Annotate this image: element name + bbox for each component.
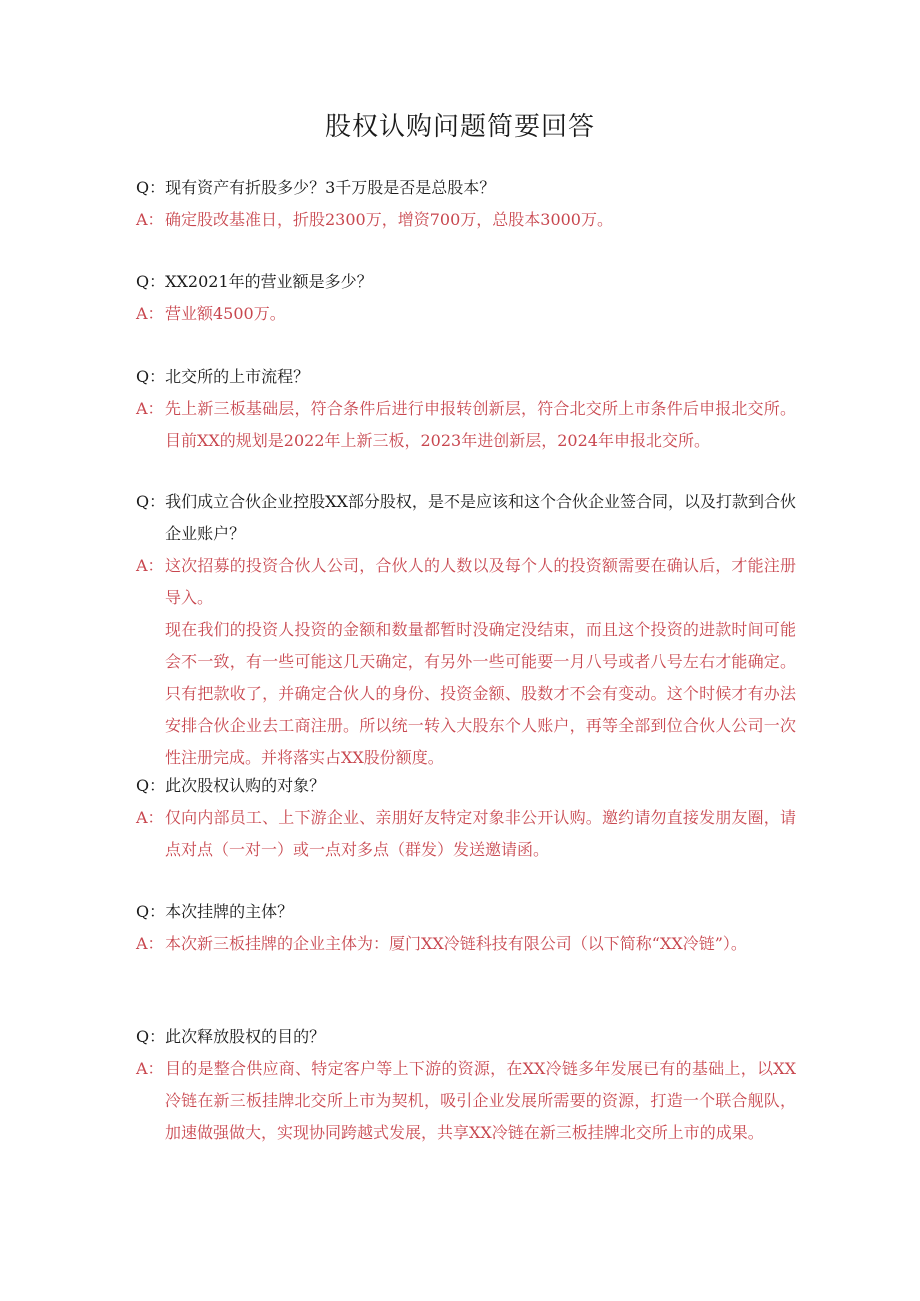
answer-paragraph: 这次招募的投资合伙人公司，合伙人的人数以及每个人的投资额需要在确认后，才能注册导入。	[165, 556, 796, 607]
question-label: Q：	[136, 776, 166, 795]
question-label: Q：	[136, 492, 166, 511]
answer-text	[165, 928, 796, 960]
question-text: 我们成立合伙企业控股XX部分股权，是不是应该和这个合伙企业签合同，以及打款到合伙企业账户？	[165, 492, 796, 543]
question-label: Q：	[136, 1027, 166, 1046]
answer-text	[165, 204, 796, 236]
question	[136, 172, 796, 204]
answer-text	[165, 393, 796, 457]
question-label: Q：	[136, 272, 166, 291]
qa-item	[136, 770, 796, 866]
answer-label: A：	[136, 304, 164, 323]
question	[136, 896, 796, 928]
qa-item	[136, 1021, 796, 1149]
question	[136, 266, 796, 298]
answer	[136, 1053, 796, 1149]
answer-label: A：	[136, 556, 164, 575]
answer-paragraph: 先上新三板基础层，符合条件后进行申报转创新层，符合北交所上市条件后申报北交所。目前XX的规划是2022年上新三板，2023年进创新层，2024年申报北交所。	[165, 399, 796, 450]
question-label: Q：	[136, 367, 166, 386]
answer-text	[165, 1053, 796, 1149]
answer-label: A：	[136, 934, 164, 953]
qa-item	[136, 486, 796, 774]
document-title: 股权认购问题简要回答	[324, 112, 595, 142]
answer	[136, 204, 796, 236]
answer-text	[165, 550, 796, 774]
answer	[136, 298, 796, 330]
answer-paragraph: 确定股改基准日，折股2300万，增资700万，总股本3000万。	[165, 210, 613, 229]
question-text: 此次释放股权的目的？	[165, 1027, 326, 1046]
question	[136, 486, 796, 550]
qa-item	[136, 896, 796, 960]
question	[136, 770, 796, 802]
answer	[136, 393, 796, 457]
qa-item	[136, 172, 796, 236]
answer	[136, 928, 796, 960]
answer-text	[165, 802, 796, 866]
answer-paragraph: 本次新三板挂牌的企业主体为：厦门XX冷链科技有限公司（以下简称“XX冷链”）。	[165, 934, 747, 953]
question-text: XX2021年的营业额是多少？	[165, 272, 373, 291]
answer-paragraph: 现在我们的投资人投资的金额和数量都暂时没确定没结束，而且这个投资的进款时间可能会不一致，有一些可能这几天确定，有另外一些可能要一月八号或者八号左右才能确定。只有把款收了，并确定合伙人的身份、投资金额、股数才不会有变动。这个时候才有办法安排合伙企业去工商注册。所以统一转入大股东个人账户，再等全部到位合伙人公司一次性注册完成。并将落实占XX股份额度。	[165, 620, 796, 767]
answer	[136, 550, 796, 774]
question-label: Q：	[136, 902, 166, 921]
answer-paragraph: 目的是整合供应商、特定客户等上下游的资源，在XX冷链多年发展已有的基础上，以XX冷链在新三板挂牌北交所上市为契机，吸引企业发展所需要的资源，打造一个联合舰队，加速做强做大，实现协同跨越式发展，共享XX冷链在新三板挂牌北交所上市的成果。	[165, 1059, 796, 1142]
answer-label: A：	[136, 1059, 164, 1078]
answer-paragraph: 仅向内部员工、上下游企业、亲朋好友特定对象非公开认购。邀约请勿直接发朋友圈，请点对点（一对一）或一点对多点（群发）发送邀请函。	[165, 808, 796, 859]
question-text: 现有资产有折股多少？3千万股是否是总股本？	[165, 178, 496, 197]
question-text: 本次挂牌的主体？	[165, 902, 294, 921]
question-text: 此次股权认购的对象？	[165, 776, 326, 795]
qa-item	[136, 266, 796, 330]
answer-label: A：	[136, 399, 164, 418]
answer-text	[165, 298, 796, 330]
question-text: 北交所的上市流程？	[165, 367, 310, 386]
question	[136, 361, 796, 393]
question-label: Q：	[136, 178, 166, 197]
answer-label: A：	[136, 808, 164, 827]
question	[136, 1021, 796, 1053]
answer-label: A：	[136, 210, 164, 229]
qa-item	[136, 361, 796, 457]
answer	[136, 802, 796, 866]
answer-paragraph: 营业额4500万。	[165, 304, 286, 323]
